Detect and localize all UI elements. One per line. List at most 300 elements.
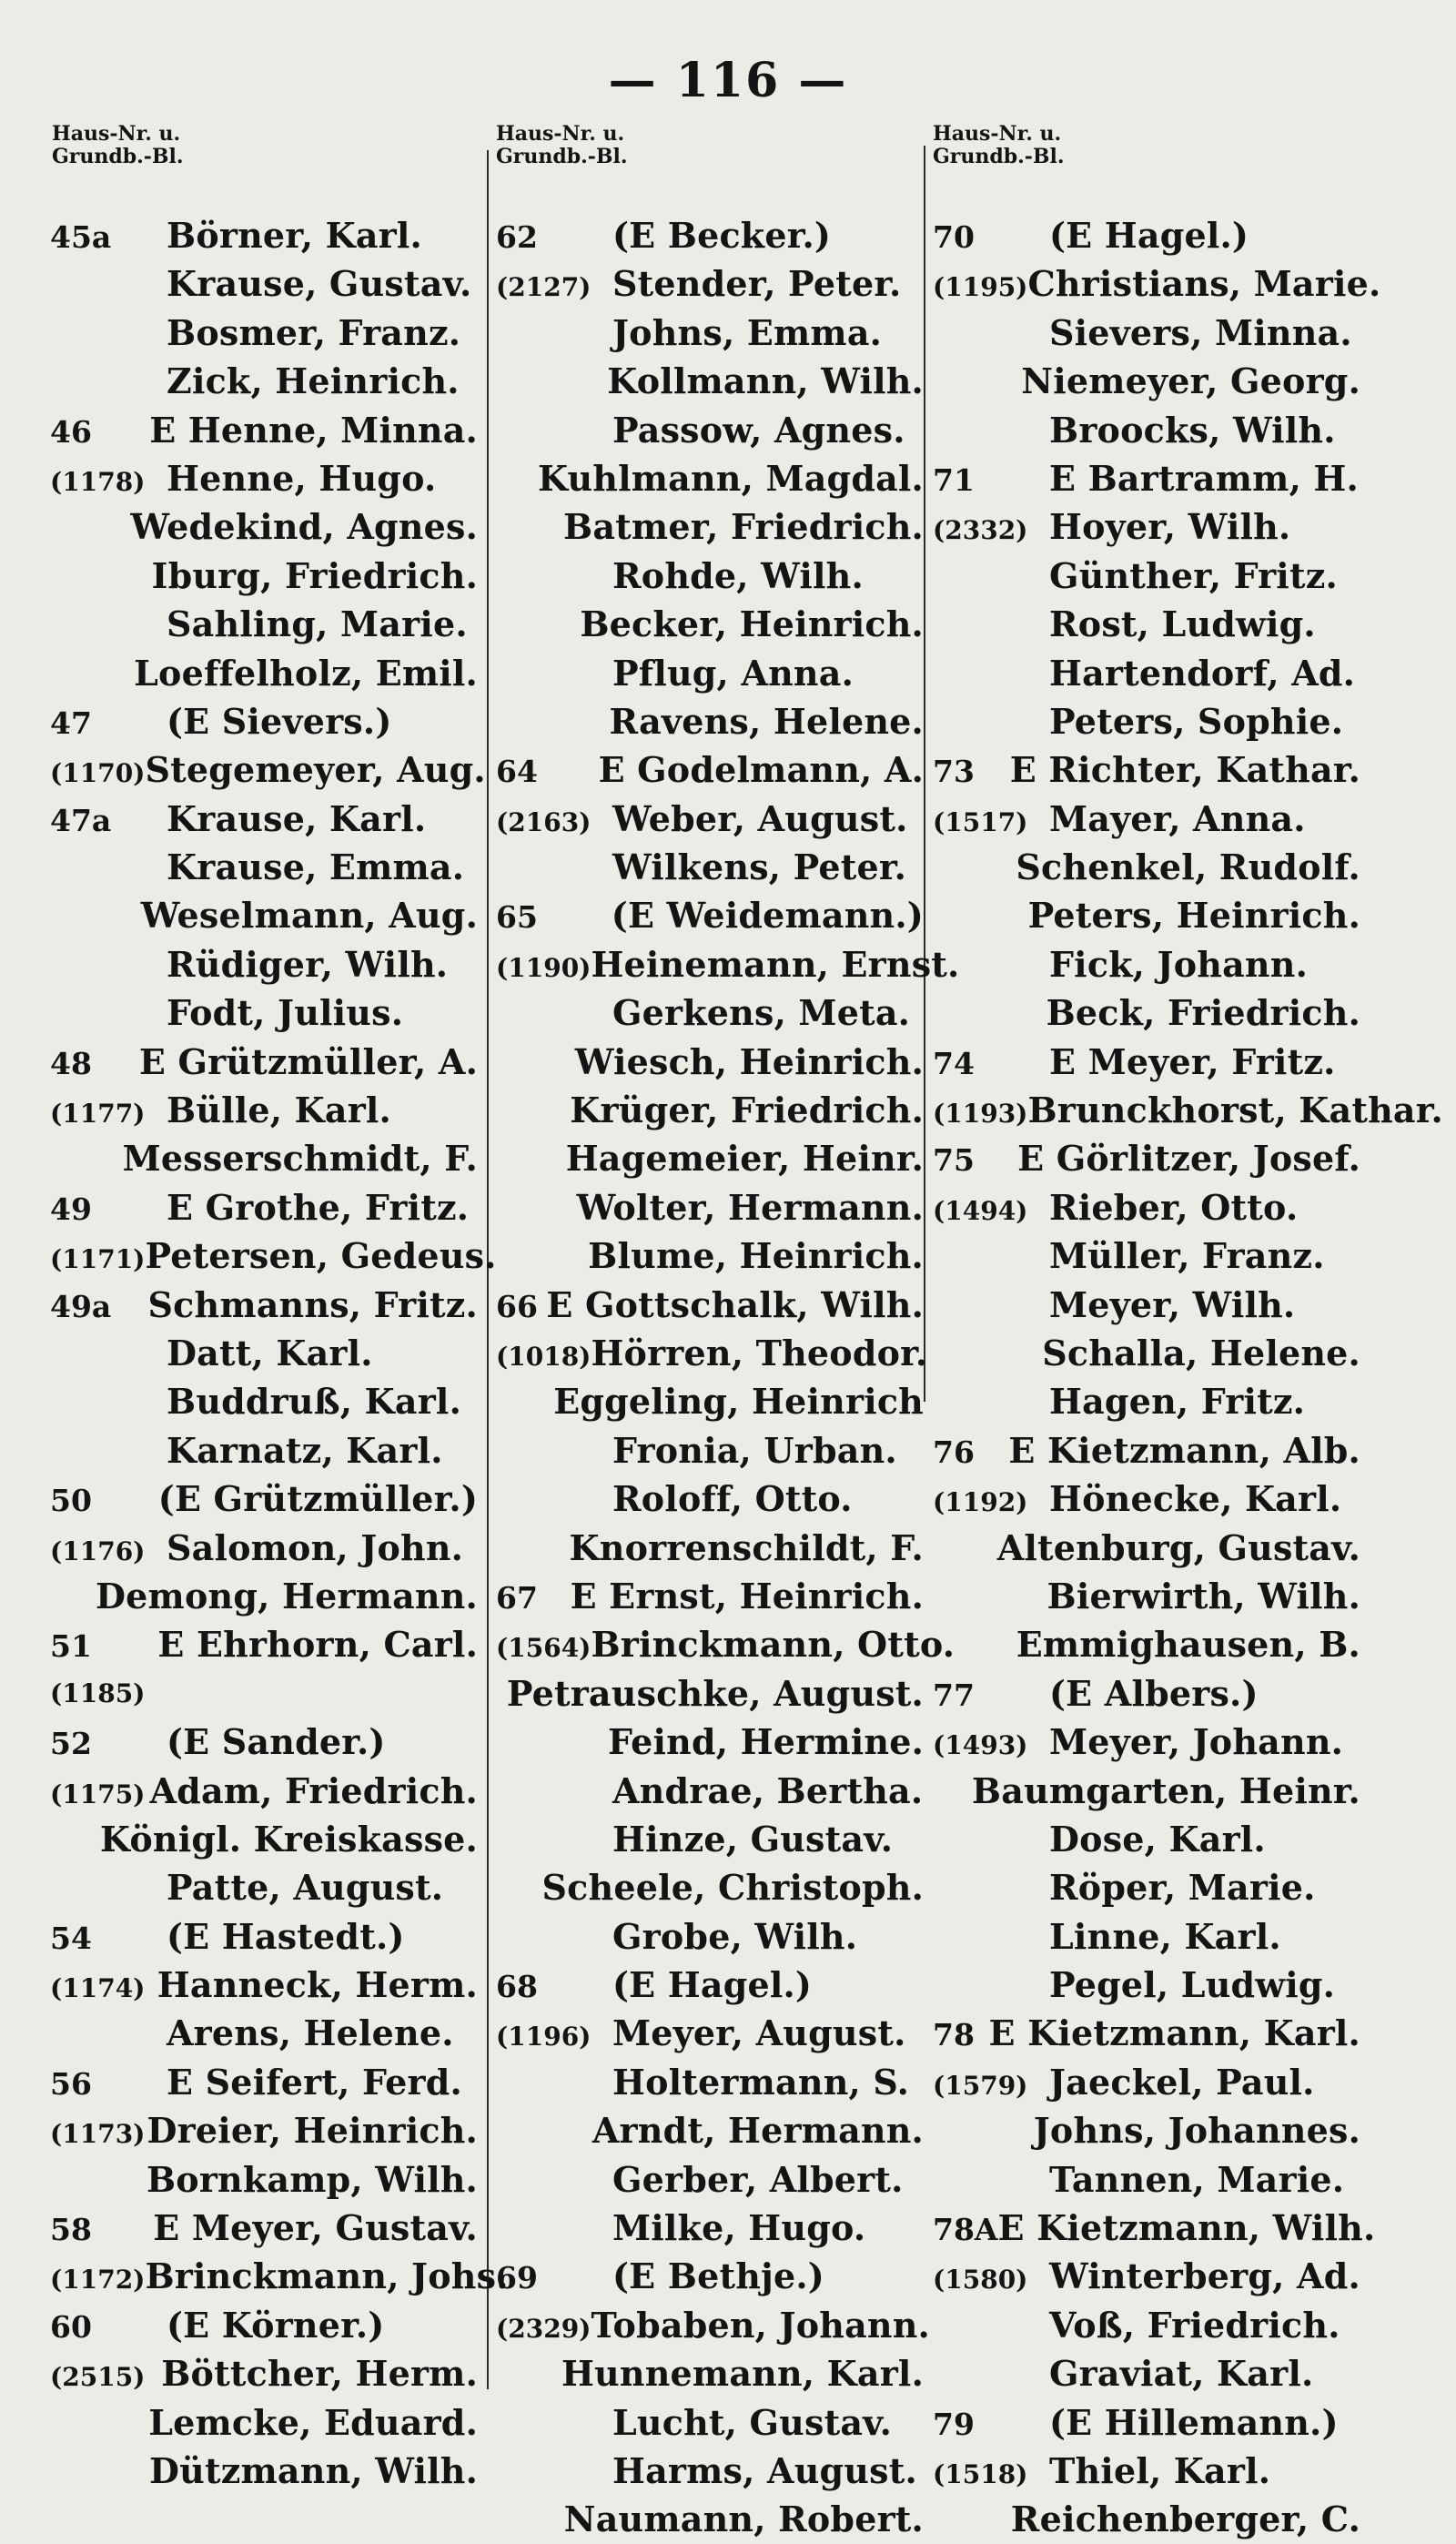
directory-entry <box>496 454 924 502</box>
resident-name: Tobaben, Johann. <box>591 2304 930 2346</box>
directory-entry <box>933 2204 1376 2252</box>
house-number: 68 <box>496 1969 538 2005</box>
directory-entry <box>50 1183 478 1231</box>
resident-name: Brinckmann, Otto. <box>591 1624 956 1666</box>
resident-name: Gerkens, Meta. <box>612 992 911 1034</box>
grundbuch-number: (1175) <box>50 1779 146 1809</box>
directory-entry <box>50 309 478 357</box>
resident-name: Gerber, Albert. <box>612 2158 904 2200</box>
resident-name: E Görlitzer, Josef. <box>1017 1138 1360 1180</box>
resident-name: (E Becker.) <box>612 215 832 256</box>
directory-entry <box>496 1767 924 1815</box>
resident-name: (E Grützmüller.) <box>157 1478 478 1520</box>
directory-entry <box>50 2009 478 2057</box>
resident-name: Voß, Friedrich. <box>1049 2304 1340 2346</box>
directory-entry <box>496 1281 924 1329</box>
grundbuch-number: (1518) <box>933 2458 1028 2489</box>
resident-name: Brinckmann, Johs. <box>145 2255 509 2297</box>
directory-entry <box>496 2252 924 2300</box>
resident-name: (E Sievers.) <box>167 700 392 742</box>
resident-name: Böttcher, Herm. <box>161 2353 478 2395</box>
directory-entry <box>50 1329 478 1377</box>
column-header <box>52 123 184 168</box>
directory-entry <box>50 1524 478 1572</box>
resident-name: Petrauschke, August. <box>506 1672 924 1714</box>
directory-column-1 <box>50 122 509 2491</box>
house-number: 52 <box>50 1726 92 1762</box>
house-number: 64 <box>496 754 538 790</box>
resident-name: Bierwirth, Wilh. <box>1046 1575 1360 1617</box>
resident-name: Johns, Emma. <box>612 311 883 353</box>
directory-entry <box>933 1183 1360 1231</box>
resident-name: Dreier, Heinrich. <box>147 2110 478 2152</box>
resident-name: Altenburg, Gustav. <box>996 1526 1360 1568</box>
directory-entry <box>50 2252 509 2300</box>
directory-entry <box>933 2106 1360 2154</box>
resident-name: (E Hillemann.) <box>1049 2401 1339 2443</box>
directory-entry <box>496 745 924 794</box>
directory-entry <box>933 1912 1360 1961</box>
house-number: 60 <box>50 2308 92 2345</box>
directory-entry <box>496 1475 924 1523</box>
directory-entry <box>933 1815 1360 1863</box>
directory-entry <box>50 1281 478 1329</box>
directory-entry <box>933 2009 1360 2057</box>
directory-entry <box>933 1863 1360 1911</box>
resident-name: Demong, Hermann. <box>96 1575 478 1617</box>
house-number: 79 <box>933 2406 975 2442</box>
directory-entry <box>933 600 1360 648</box>
house-number: 49 <box>50 1191 92 1227</box>
directory-entry <box>496 2106 924 2154</box>
directory-entry <box>496 1863 924 1911</box>
resident-name: Loeffelholz, Emil. <box>134 652 478 694</box>
resident-name: E Henne, Minna. <box>149 409 478 451</box>
column-header <box>496 123 628 168</box>
directory-entry <box>933 2155 1360 2204</box>
directory-entry <box>50 843 478 891</box>
grundbuch-number: (2515) <box>50 2362 146 2393</box>
directory-entry <box>496 600 924 648</box>
resident-name: Fronia, Urban. <box>612 1429 897 1471</box>
resident-name: Dose, Karl. <box>1049 1818 1266 1860</box>
resident-name: Milke, Hugo. <box>612 2207 866 2249</box>
house-number: 71 <box>933 461 975 498</box>
resident-name: Winterberg, Ad. <box>1049 2255 1360 2297</box>
house-number: 54 <box>50 1920 92 1956</box>
resident-name: Eggeling, Heinrich <box>553 1381 924 1423</box>
directory-entry <box>496 357 924 405</box>
resident-name: Rüdiger, Wilh. <box>167 943 449 985</box>
resident-name: Emmighausen, B. <box>1016 1624 1360 1666</box>
resident-name: Thiel, Karl. <box>1049 2449 1271 2491</box>
directory-entry <box>50 2058 478 2106</box>
directory-entry <box>50 1669 478 1718</box>
house-number: 51 <box>50 1628 92 1665</box>
page-number: — 116 — <box>608 53 848 108</box>
directory-entry <box>933 406 1360 454</box>
resident-name: E Seifert, Ferd. <box>167 2061 462 2103</box>
directory-entry <box>50 1572 478 1620</box>
house-number: 73 <box>933 754 975 790</box>
directory-entry <box>496 1183 924 1231</box>
directory-entry <box>496 891 924 939</box>
grundbuch-number: (1176) <box>50 1536 146 1566</box>
resident-name: Hunnemann, Karl. <box>561 2353 924 2395</box>
directory-entry <box>933 1475 1360 1523</box>
directory-entry <box>933 1620 1360 1668</box>
directory-entry <box>50 697 478 745</box>
resident-name: Hagemeier, Heinr. <box>565 1138 924 1180</box>
directory-entry <box>50 2349 478 2397</box>
entry-list <box>933 211 1443 2544</box>
directory-entry <box>933 211 1360 259</box>
column-header-line2: Grundb.-Bl. <box>496 145 628 168</box>
house-number: 56 <box>50 2065 92 2102</box>
resident-name: Buddruß, Karl. <box>167 1381 462 1423</box>
directory-entry <box>496 406 924 454</box>
column-header <box>933 123 1065 168</box>
resident-name: E Ehrhorn, Carl. <box>157 1624 478 1666</box>
directory-entry <box>933 843 1360 891</box>
grundbuch-number: (1195) <box>933 272 1028 303</box>
directory-entry <box>933 1572 1360 1620</box>
resident-name: Müller, Franz. <box>1049 1235 1325 1277</box>
directory-entry <box>933 1377 1360 1425</box>
directory-entry <box>50 1038 478 1086</box>
grundbuch-number: (2163) <box>496 806 592 837</box>
resident-name: Schenkel, Rudolf. <box>1016 846 1360 888</box>
directory-entry <box>50 2447 478 2495</box>
grundbuch-number: (2329) <box>496 2313 592 2344</box>
resident-name: Peters, Sophie. <box>1049 700 1344 742</box>
resident-name: Wolter, Hermann. <box>576 1186 924 1228</box>
resident-name: Sahling, Marie. <box>167 603 468 645</box>
house-number: 69 <box>496 2260 538 2296</box>
grundbuch-number: (2332) <box>933 515 1028 546</box>
resident-name: (E Sander.) <box>167 1721 386 1763</box>
directory-entry <box>496 1961 924 2009</box>
resident-name: E Godelmann, A. <box>598 749 924 791</box>
resident-name: (E Hagel.) <box>612 1964 813 2006</box>
resident-name: Ravens, Helene. <box>609 700 924 742</box>
directory-entry <box>50 1912 478 1961</box>
directory-entry <box>496 259 924 308</box>
resident-name: Blume, Heinrich. <box>588 1235 924 1277</box>
directory-entry <box>933 502 1360 551</box>
resident-name: Christians, Marie. <box>1027 263 1381 305</box>
house-number: 47 <box>50 704 92 741</box>
resident-name: Pflug, Anna. <box>612 652 854 694</box>
directory-entry <box>496 1572 924 1620</box>
directory-entry <box>50 1377 478 1425</box>
directory-entry <box>50 940 478 988</box>
house-number: 49a <box>50 1288 112 1324</box>
directory-entry <box>50 745 486 794</box>
directory-entry <box>50 1718 478 1766</box>
directory-entry <box>933 988 1360 1037</box>
directory-entry <box>496 795 924 843</box>
directory-entry <box>50 2301 478 2349</box>
resident-name: Henne, Hugo. <box>167 457 437 499</box>
directory-entry <box>496 988 924 1037</box>
directory-entry <box>933 2252 1360 2300</box>
resident-name: Meyer, August. <box>612 2012 906 2054</box>
grundbuch-number: (1185) <box>50 1677 146 1708</box>
directory-entry <box>496 1524 924 1572</box>
resident-name: Arndt, Hermann. <box>592 2110 924 2152</box>
column-header-line2: Grundb.-Bl. <box>933 145 1065 168</box>
directory-entry <box>933 2301 1360 2349</box>
directory-entry <box>496 2204 924 2252</box>
resident-name: Salomon, John. <box>167 1526 464 1568</box>
directory-entry <box>933 1426 1360 1475</box>
house-number: 76 <box>933 1434 975 1470</box>
directory-entry <box>496 1038 924 1086</box>
house-number: 67 <box>496 1579 538 1616</box>
house-number: 47a <box>50 802 112 838</box>
directory-entry <box>50 2204 478 2252</box>
resident-name: Rost, Ludwig. <box>1049 603 1316 645</box>
resident-name: Beck, Friedrich. <box>1046 992 1360 1034</box>
resident-name: Wiesch, Heinrich. <box>574 1040 924 1082</box>
entry-list <box>50 211 509 2495</box>
directory-entry <box>933 1134 1360 1182</box>
directory-column-3 <box>933 122 1443 2540</box>
directory-entry <box>496 1815 924 1863</box>
resident-name: Günther, Fritz. <box>1049 554 1338 596</box>
resident-name: Roloff, Otto. <box>612 1478 853 1520</box>
directory-entry <box>933 2398 1360 2447</box>
resident-name: Königl. Kreiskasse. <box>99 1818 478 1860</box>
house-number: 70 <box>933 219 975 255</box>
resident-name: Mayer, Anna. <box>1049 797 1306 839</box>
directory-entry <box>50 1231 497 1280</box>
resident-name: Hönecke, Karl. <box>1049 1478 1342 1520</box>
resident-name: Dützmann, Wilh. <box>149 2449 478 2491</box>
resident-name: E Richter, Kathar. <box>1009 749 1360 791</box>
column-divider <box>924 146 925 1402</box>
resident-name: Schmanns, Fritz. <box>147 1283 478 1325</box>
resident-name: Stegemeyer, Aug. <box>145 749 486 791</box>
directory-entry <box>50 988 478 1037</box>
resident-name: Fick, Johann. <box>1049 943 1309 985</box>
resident-name: Hinze, Gustav. <box>612 1818 894 1860</box>
directory-entry <box>496 1231 924 1280</box>
directory-entry <box>933 1086 1443 1134</box>
grundbuch-number: (1196) <box>496 2022 592 2052</box>
house-number: 75 <box>933 1142 975 1179</box>
resident-name: Hanneck, Herm. <box>157 1964 478 2006</box>
resident-name: Passow, Agnes. <box>612 409 905 451</box>
resident-name: E Kietzmann, Wilh. <box>997 2207 1376 2249</box>
directory-entry <box>496 2155 924 2204</box>
resident-name: Rieber, Otto. <box>1049 1186 1299 1228</box>
resident-name: Petersen, Gedeus. <box>145 1235 497 1277</box>
resident-name: Rohde, Wilh. <box>612 554 864 596</box>
house-number: 65 <box>496 899 538 936</box>
resident-name: Arens, Helene. <box>167 2012 454 2054</box>
resident-name: Röper, Marie. <box>1049 1867 1316 1909</box>
resident-name: Broocks, Wilh. <box>1049 409 1336 451</box>
directory-entry <box>496 552 924 600</box>
directory-entry <box>496 1134 924 1182</box>
directory-entry <box>933 1524 1360 1572</box>
resident-name: Knorrenschildt, F. <box>569 1526 924 1568</box>
resident-name: Harms, August. <box>612 2449 917 2491</box>
directory-entry <box>50 1815 478 1863</box>
resident-name: Heinemann, Ernst. <box>591 943 960 985</box>
resident-name: Reichenberger, C. <box>1010 2498 1360 2540</box>
resident-name: Pegel, Ludwig. <box>1049 1964 1336 2006</box>
resident-name: Naumann, Robert. <box>563 2498 924 2540</box>
directory-entry <box>50 1086 478 1134</box>
resident-name: Krüger, Friedrich. <box>570 1090 924 1131</box>
house-number: 78 <box>933 2017 975 2053</box>
resident-name: Lucht, Gustav. <box>612 2401 893 2443</box>
resident-name: E Meyer, Gustav. <box>153 2207 478 2249</box>
house-number: 50 <box>50 1483 92 1519</box>
resident-name: Krause, Karl. <box>167 797 427 839</box>
directory-entry <box>496 2495 924 2543</box>
directory-entry <box>933 1767 1360 1815</box>
resident-name: E Grützmüller, A. <box>138 1040 478 1082</box>
resident-name: Bosmer, Franz. <box>167 311 461 353</box>
directory-entry <box>933 1231 1360 1280</box>
resident-name: Holtermann, S. <box>612 2061 910 2103</box>
grundbuch-number: (1494) <box>933 1195 1028 1226</box>
directory-entry <box>496 1086 924 1134</box>
directory-entry <box>933 1281 1360 1329</box>
directory-entry <box>50 1475 478 1523</box>
directory-entry <box>933 1718 1360 1766</box>
resident-name: Johns, Johannes. <box>1033 2110 1360 2152</box>
grundbuch-number: (1172) <box>50 2265 146 2296</box>
resident-name: Stender, Peter. <box>612 263 902 305</box>
directory-entry <box>933 357 1360 405</box>
resident-name: Iburg, Friedrich. <box>151 554 478 596</box>
house-number: 62 <box>496 219 538 255</box>
resident-name: Graviat, Karl. <box>1049 2353 1314 2395</box>
directory-entry <box>50 1426 478 1475</box>
house-number: 78A <box>933 2212 998 2248</box>
directory-entry <box>933 940 1360 988</box>
directory-entry <box>933 649 1360 697</box>
directory-entry <box>50 406 478 454</box>
directory-entry <box>50 502 478 551</box>
directory-entry <box>933 2495 1360 2543</box>
grundbuch-number: (1171) <box>50 1244 146 1275</box>
resident-name: E Gottschalk, Wilh. <box>546 1283 924 1325</box>
directory-entry <box>496 2009 924 2057</box>
resident-name: Feind, Hermine. <box>608 1721 924 1763</box>
directory-entry <box>933 891 1360 939</box>
directory-entry <box>496 2447 924 2495</box>
resident-name: Fodt, Julius. <box>167 992 404 1034</box>
directory-entry <box>50 211 478 259</box>
grundbuch-number: (1193) <box>933 1099 1028 1130</box>
grundbuch-number: (1173) <box>50 2119 146 2150</box>
directory-entry <box>933 552 1360 600</box>
directory-entry <box>933 795 1360 843</box>
directory-entry <box>496 2301 930 2349</box>
directory-entry <box>933 1961 1360 2009</box>
resident-name: Datt, Karl. <box>167 1332 373 1373</box>
directory-entry <box>933 454 1360 502</box>
house-number: 66 <box>496 1288 538 1324</box>
resident-name: Hörren, Theodor. <box>591 1332 928 1373</box>
directory-entry <box>496 649 924 697</box>
resident-name: Weselmann, Aug. <box>140 895 478 937</box>
house-number: 45a <box>50 219 112 255</box>
resident-name: Wilkens, Peter. <box>612 846 907 888</box>
directory-entry <box>50 1620 478 1668</box>
resident-name: Becker, Heinrich. <box>580 603 924 645</box>
resident-name: (E Albers.) <box>1049 1672 1259 1714</box>
directory-entry <box>50 649 478 697</box>
directory-entry <box>933 2058 1360 2106</box>
directory-entry <box>933 1669 1360 1718</box>
directory-entry <box>496 940 960 988</box>
resident-name: Schalla, Helene. <box>1042 1332 1360 1373</box>
resident-name: E Kietzmann, Alb. <box>1008 1429 1360 1471</box>
directory-entry <box>933 697 1360 745</box>
directory-entry <box>50 1767 478 1815</box>
resident-name: Scheele, Christoph. <box>541 1867 924 1909</box>
resident-name: Börner, Karl. <box>167 215 422 256</box>
directory-entry <box>496 697 924 745</box>
resident-name: Adam, Friedrich. <box>149 1769 478 1811</box>
directory-entry <box>933 259 1381 308</box>
directory-entry <box>496 2058 924 2106</box>
house-number: 74 <box>933 1045 975 1081</box>
resident-name: Meyer, Johann. <box>1049 1721 1344 1763</box>
directory-entry <box>50 1863 478 1911</box>
directory-entry <box>50 552 478 600</box>
directory-entry <box>496 2349 924 2397</box>
resident-name: Weber, August. <box>612 797 908 839</box>
directory-entry <box>496 1718 924 1766</box>
resident-name: Bülle, Karl. <box>167 1090 391 1131</box>
resident-name: Niemeyer, Georg. <box>1021 360 1360 402</box>
directory-entry <box>496 1329 928 1377</box>
resident-name: Baumgarten, Heinr. <box>971 1769 1360 1811</box>
grundbuch-number: (1192) <box>933 1487 1028 1518</box>
directory-entry <box>496 1620 956 1668</box>
resident-name: E Meyer, Fritz. <box>1049 1040 1336 1082</box>
directory-entry <box>50 600 478 648</box>
directory-entry <box>933 1329 1360 1377</box>
directory-entry <box>496 843 924 891</box>
grundbuch-number: (1170) <box>50 758 146 789</box>
directory-entry <box>496 1912 924 1961</box>
directory-entry <box>50 2155 478 2204</box>
resident-name: Brunckhorst, Kathar. <box>1027 1090 1443 1131</box>
directory-entry <box>50 454 478 502</box>
directory-entry <box>933 2447 1360 2495</box>
resident-name: Patte, August. <box>167 1867 444 1909</box>
directory-entry <box>933 309 1360 357</box>
resident-name: Karnatz, Karl. <box>167 1429 443 1471</box>
directory-entry <box>496 309 924 357</box>
directory-entry <box>50 2106 478 2154</box>
resident-name: Krause, Gustav. <box>167 263 472 305</box>
resident-name: Meyer, Wilh. <box>1049 1283 1296 1325</box>
resident-name: E Kietzmann, Karl. <box>988 2012 1360 2054</box>
directory-entry <box>50 891 478 939</box>
column-header-line1: Haus-Nr. u. <box>52 122 181 146</box>
grundbuch-number: (1178) <box>50 466 146 497</box>
